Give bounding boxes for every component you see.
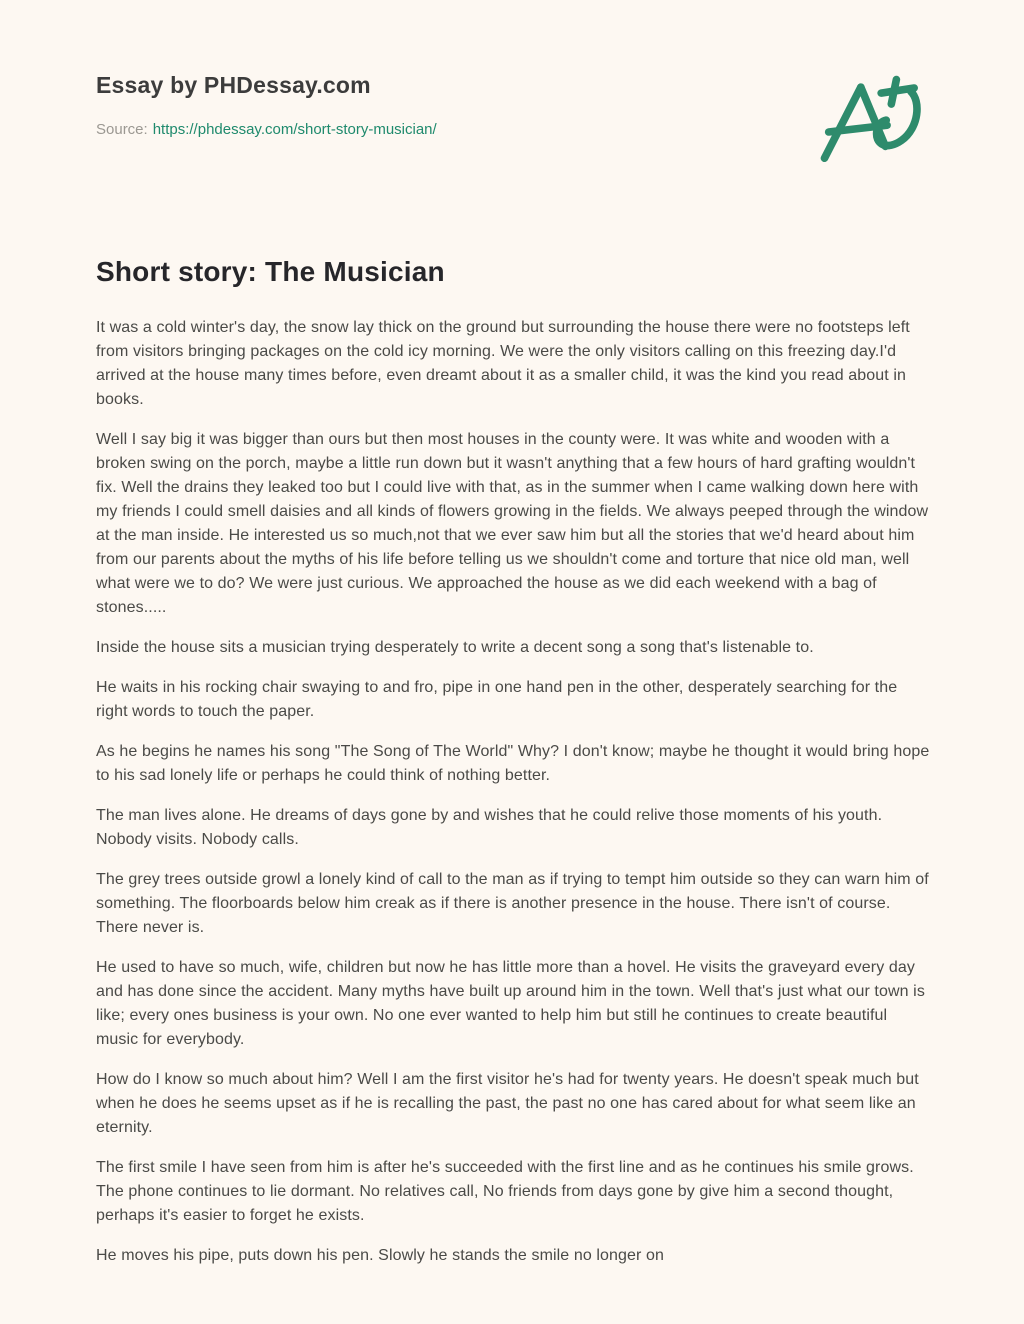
essay-paragraph: It was a cold winter's day, the snow lay thick on the ground but surrounding the house there were no footsteps left from visitors bringing packages on the cold icy morning. We were the only visitors calling on this freezing day.I'd arrived at the house many times before, even dreamt about it as a smaller child, it was the kind you read about in books.	[96, 319, 910, 408]
essay-paragraph: He waits in his rocking chair swaying to and fro, pipe in one hand pen in the other, desperately searching for the right words to touch the paper.	[96, 679, 898, 720]
source-line	[96, 121, 437, 138]
header-text-block	[96, 72, 437, 138]
page-header	[96, 72, 928, 172]
logo-a-left-leg	[824, 87, 860, 158]
essay-paragraph: As he begins he names his song "The Song of The World" Why? I don't know; maybe he thought it would bring hope to his sad lonely life or perhaps he could think of nothing better.	[96, 743, 930, 784]
essay-paragraph: He used to have so much, wife, children but now he has little more than a hovel. He visits the graveyard every day and has done since the accident. Many myths have built up around him in the town. Well that's just what our town is like; every ones business is your own. No one ever wanted to help him but still he continues to create beautiful music for everybody.	[96, 959, 925, 1048]
essay-title: Short story: The Musician	[96, 256, 445, 287]
essay-paragraph: The first smile I have seen from him is after he's succeeded with the first line and as he continues his smile grows. The phone continues to lie dormant. No relatives call, No friends from days gone by give him a second thought, perhaps it's easier to forget he exists.	[96, 1159, 914, 1224]
essay-paragraph: The grey trees outside growl a lonely kind of call to the man as if trying to tempt him outside so they can warn him of something. The floorboards below him creak as if there is another presence in the house. There isn't of course. There never is.	[96, 871, 929, 936]
source-label: Source:	[96, 121, 148, 138]
essay-paragraph: Well I say big it was bigger than ours but then most houses in the county were. It was white and wooden with a broken swing on the porch, maybe a little run down but it wasn't anything that a few hours of hard grafting wouldn't fix. Well the drains they leaked too but I could live with that, as in the summer when I came walking down here with my friends I could smell daisies and all kinds of flowers growing in the fields. We always peeped through the window at the man inside. He interested us so much,not that we ever saw him but all the stories that we'd heard about him from our parents about the myths of his life before telling us we shouldn't come and torture that nice old man, well what were we to do? We were just curious. We approached the house as we did each weekend with a bag of stones.....	[96, 431, 929, 616]
essay-paragraph: How do I know so much about him? Well I am the first visitor he's had for twenty years. He doesn't speak much but when he does he seems upset as if he is recalling the past, the past no one has cared about for what seem like an eternity.	[96, 1071, 919, 1136]
essay-paragraph: He moves his pipe, puts down his pen. Slowly he stands the smile no longer on	[96, 1247, 665, 1264]
a-plus-logo-icon	[816, 70, 926, 172]
source-link[interactable]: https://phdessay.com/short-story-musician/	[152, 121, 437, 138]
essay-paragraph: Inside the house sits a musician trying desperately to write a decent song a song that's listenable to.	[96, 639, 814, 656]
essay-body	[96, 316, 932, 1268]
essay-page	[0, 72, 1024, 1324]
essay-paragraph: The man lives alone. He dreams of days gone by and wishes that he could relive those moments of his youth. Nobody visits. Nobody calls.	[96, 807, 883, 848]
brand-title: Essay by PHDessay.com	[96, 72, 371, 98]
